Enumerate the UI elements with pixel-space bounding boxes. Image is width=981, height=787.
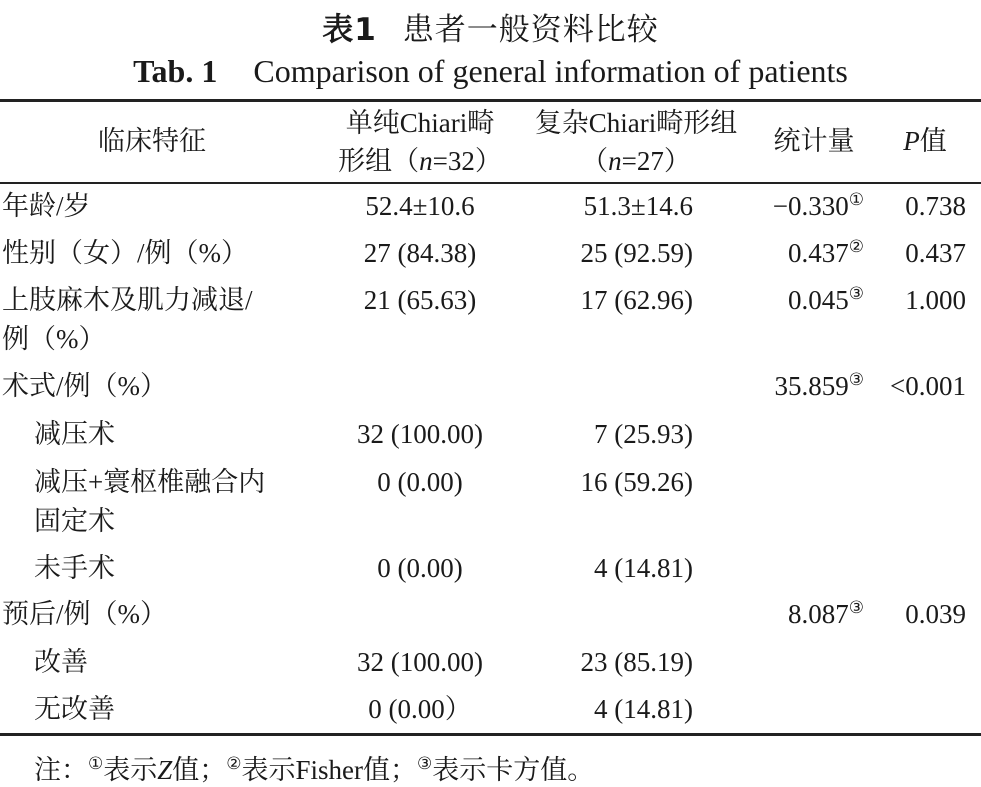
- row-no-surgery-complex: 4 (14.81): [594, 553, 693, 583]
- header-simple-group: [330, 104, 510, 180]
- row-decompression-simple: 32 (100.00): [357, 419, 483, 449]
- row-prognosis-p: 0.039: [905, 599, 966, 629]
- row-surgery-p: <0.001: [890, 371, 966, 401]
- row-sex-p: 0.437: [905, 238, 966, 268]
- header-n: n: [608, 146, 622, 176]
- header-characteristics: 临床特征: [98, 126, 206, 156]
- footnote-mark: ②: [848, 237, 864, 256]
- row-sex-stat: [740, 235, 864, 272]
- row-age-simple: 52.4±10.6: [365, 191, 475, 221]
- header-n: n: [419, 146, 433, 176]
- row-numbness-p: 1.000: [905, 285, 966, 315]
- header-complex-group-line1: 复杂Chiari畸形组: [534, 108, 738, 138]
- row-sex-label: 性别（女）/例（%）: [2, 238, 248, 268]
- header-statistic: 统计量: [773, 126, 855, 156]
- row-fusion-complex: 16 (59.26): [580, 467, 693, 497]
- header-p: P: [903, 126, 920, 156]
- stat-value: 35.859: [774, 371, 849, 401]
- header-complex-group: [520, 104, 752, 180]
- row-fusion-label-line1: 减压+寰枢椎融合内: [34, 467, 266, 497]
- header-simple-group-line1: 单纯Chiari畸: [345, 108, 495, 138]
- stat-value: 0.045: [788, 285, 849, 315]
- row-sex-complex: 25 (92.59): [580, 238, 693, 268]
- row-prognosis-stat: [740, 596, 864, 633]
- table-title-en: [0, 53, 981, 90]
- row-improved-simple: 32 (100.00): [357, 647, 483, 677]
- row-no-surgery-simple: 0 (0.00): [377, 553, 463, 583]
- header-complex-group-line2: [520, 142, 752, 180]
- row-decompression-complex: 7 (25.93): [594, 419, 693, 449]
- row-fusion-label-line2: 固定术: [34, 506, 115, 536]
- row-improved-complex: 23 (85.19): [580, 647, 693, 677]
- footnote-mark: ③: [417, 754, 433, 773]
- footnote-mark: ③: [848, 284, 864, 303]
- row-numbness-label-line2: 例（%）: [2, 324, 106, 354]
- row-surgery-label: 术式/例（%）: [2, 371, 167, 401]
- row-no-surgery-label: 未手术: [34, 553, 115, 583]
- row-age-stat: [740, 188, 864, 225]
- row-not-improved-complex: 4 (14.81): [594, 694, 693, 724]
- row-prognosis-label: 预后/例（%）: [2, 599, 167, 629]
- row-age-complex: 51.3±14.6: [583, 191, 693, 221]
- top-rule: [0, 99, 981, 102]
- table-title-cn: [0, 4, 981, 49]
- row-age-p: 0.738: [905, 191, 966, 221]
- row-decompression-label: 减压术: [34, 419, 115, 449]
- row-not-improved-label: 无改善: [34, 694, 115, 724]
- row-fusion-simple: 0 (0.00): [377, 467, 463, 497]
- footnote-prefix: 注：: [34, 755, 88, 785]
- header-text: （: [581, 146, 609, 176]
- table-title-cn-text: 患者一般资料比较: [402, 12, 659, 47]
- footnote-text: 表示: [103, 755, 158, 785]
- header-text: =32）: [432, 146, 502, 176]
- row-numbness-stat: [740, 282, 864, 319]
- row-not-improved-simple: 0 (0.00）: [368, 694, 472, 724]
- footnote-mark: ①: [848, 190, 864, 209]
- footnote-text: 表示Fisher值；: [241, 755, 418, 785]
- header-text: =27）: [621, 146, 691, 176]
- stat-value: 8.087: [788, 599, 849, 629]
- table-title-en-text: Comparison of general information of patients: [253, 53, 848, 89]
- stat-value: 0.437: [788, 238, 849, 268]
- bottom-rule: [0, 733, 981, 736]
- row-numbness-label-line1: 上肢麻木及肌力减退/: [2, 285, 253, 315]
- row-surgery-stat: [740, 368, 864, 405]
- footnote-text: 表示卡方值。: [432, 755, 595, 785]
- row-age-label: 年龄/岁: [2, 191, 91, 221]
- footnote-z: Z: [157, 755, 173, 785]
- row-numbness-simple: 21 (65.63): [363, 285, 477, 315]
- row-numbness-complex: 17 (62.96): [580, 285, 693, 315]
- row-improved-label: 改善: [34, 647, 88, 677]
- footnote-mark: ③: [848, 598, 864, 617]
- header-text: 形组（: [338, 146, 420, 176]
- stat-value: −0.330: [772, 191, 849, 221]
- header-simple-group-line2: [330, 142, 510, 180]
- row-sex-simple: 27 (84.38): [363, 238, 477, 268]
- footnote-mark: ②: [226, 754, 242, 773]
- header-text: 值: [919, 126, 947, 156]
- footnote-mark: ①: [88, 754, 104, 773]
- footnote-mark: ③: [848, 370, 864, 389]
- header-rule: [0, 182, 981, 184]
- footnote-text: 值；: [172, 755, 227, 785]
- table-number-en: Tab. 1: [133, 53, 218, 89]
- header-p-value: [880, 122, 970, 160]
- table-number-cn: 表1: [322, 12, 377, 48]
- table-footnote: [34, 748, 594, 787]
